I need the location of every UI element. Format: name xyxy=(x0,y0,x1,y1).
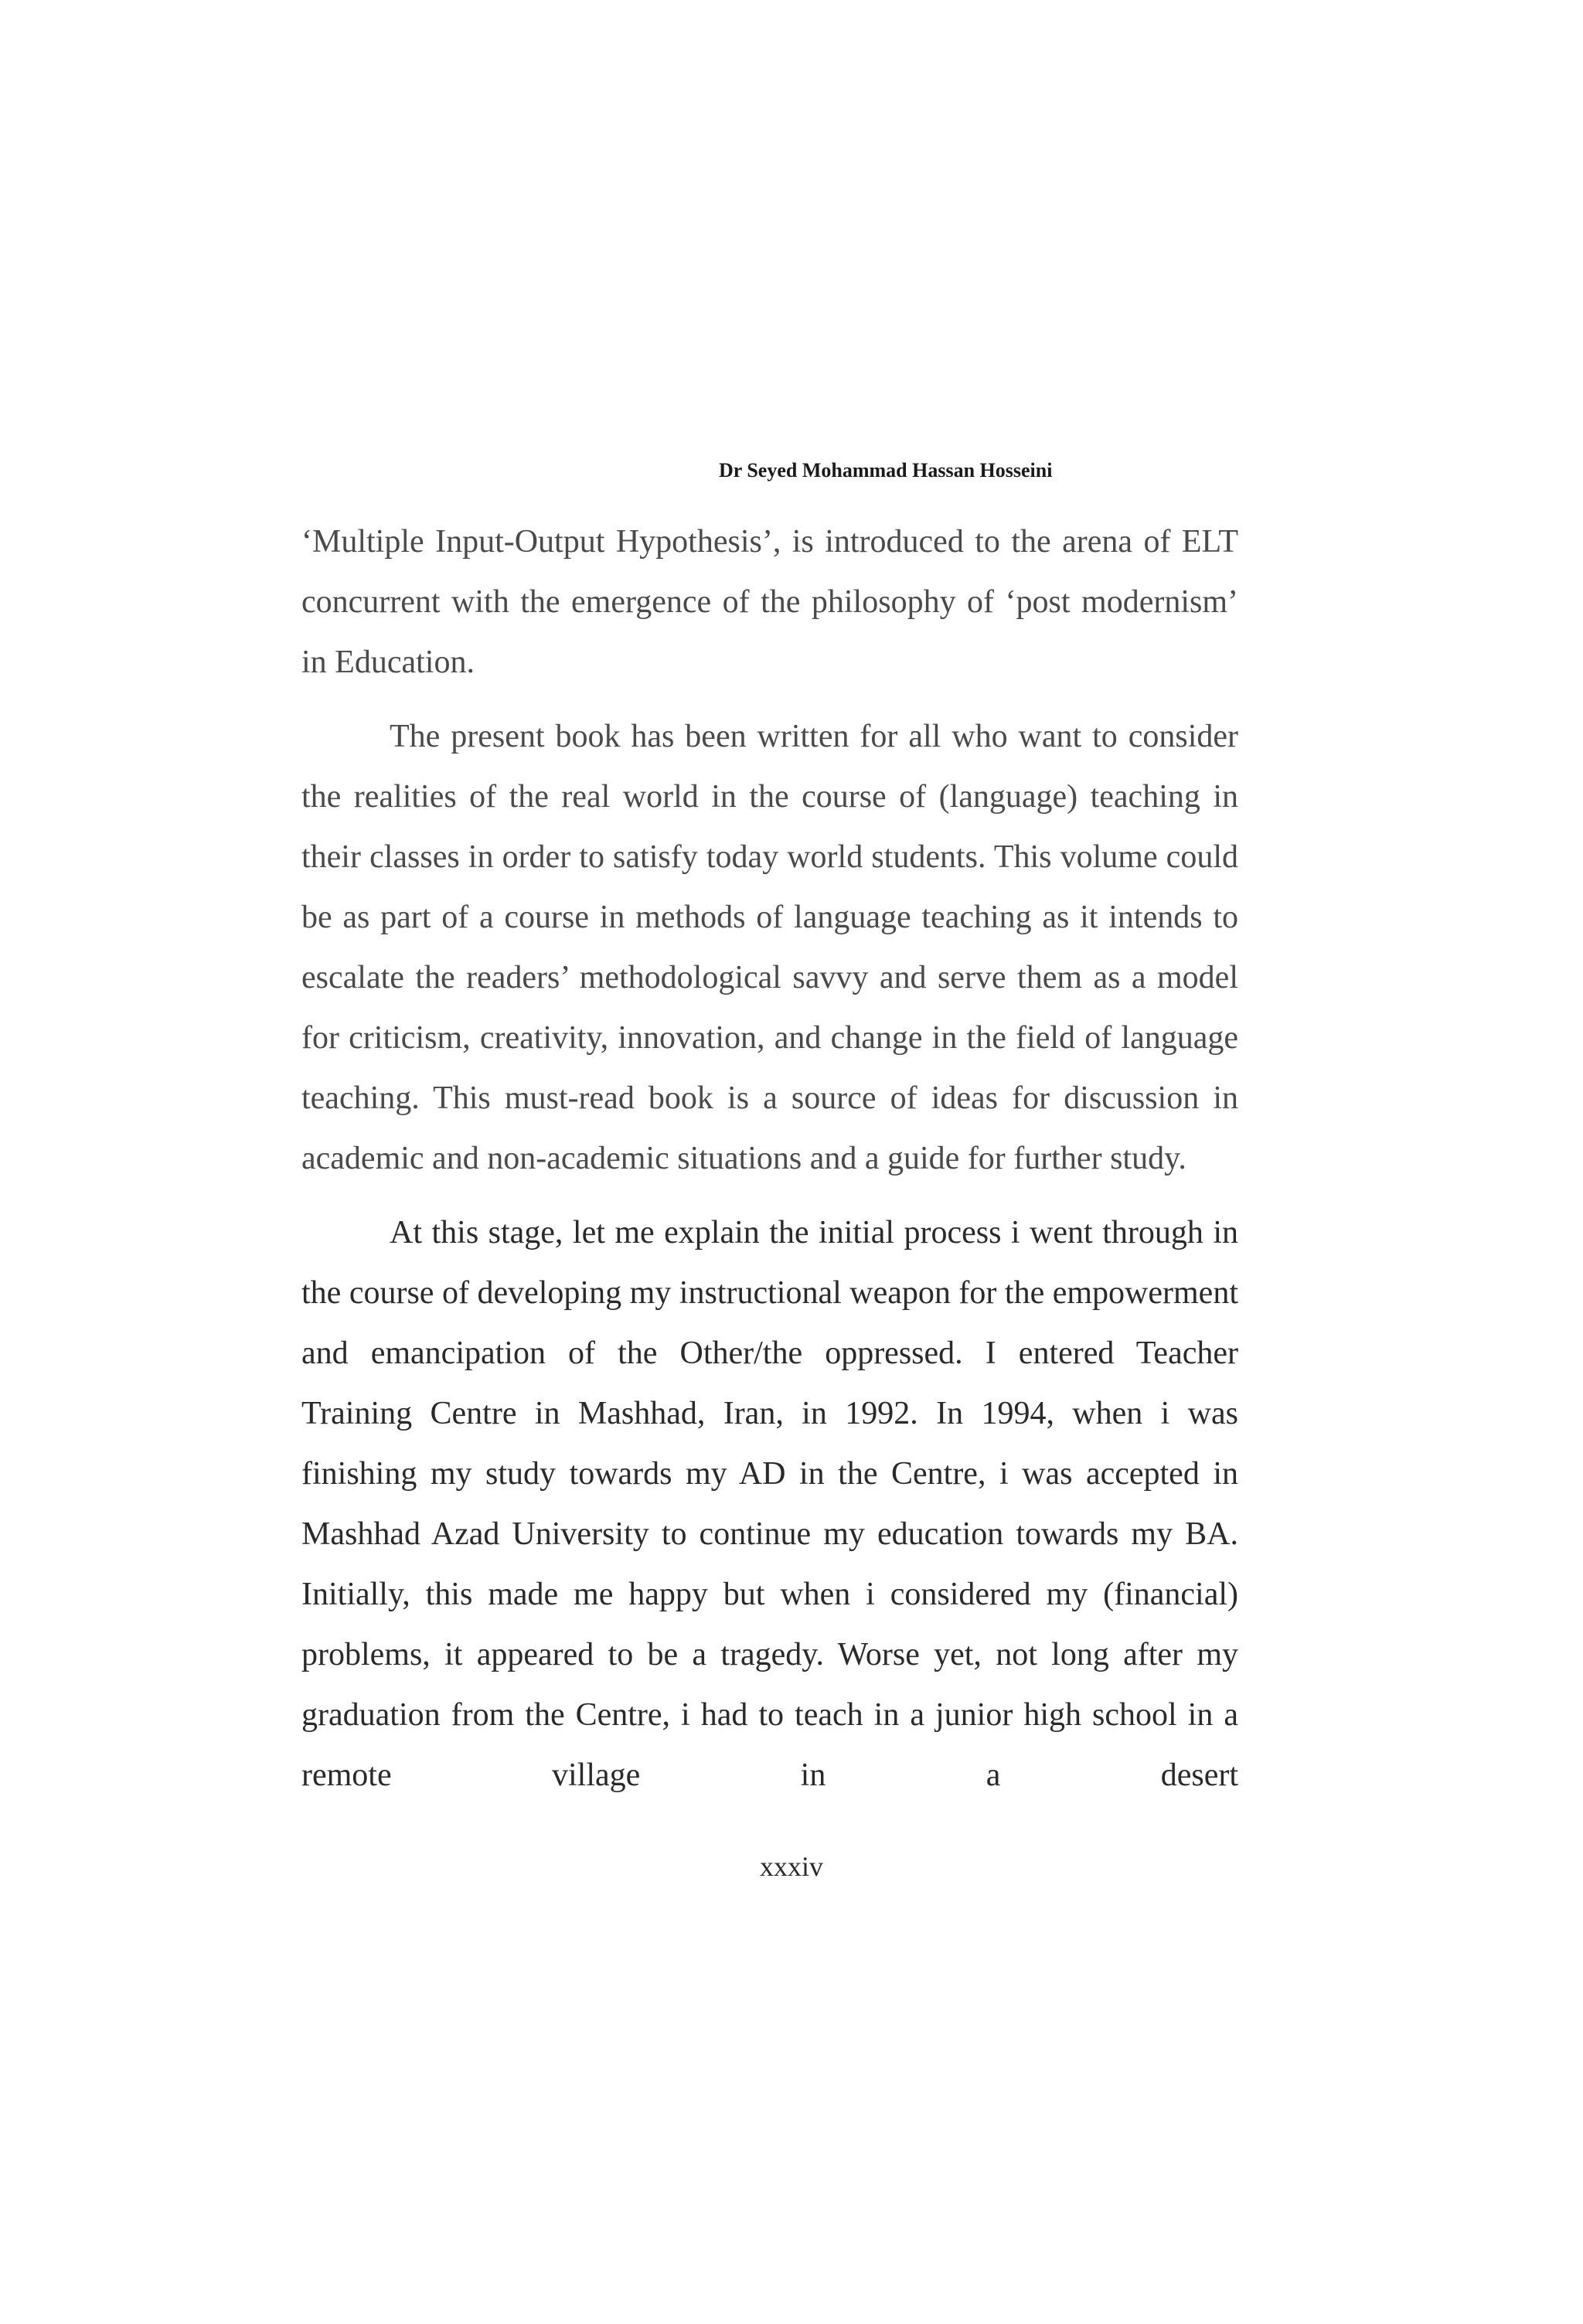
paragraph-2: The present book has been written for all who want to consider the realities of the real world in the course of (language) teaching in their classes in order to satisfy today world students. This volume could be as part of a course in methods of language teaching as it intends to escalate the readers’ methodological savvy and serve them as a model for criticism, creativity, innovation, and change in the field of language teaching. This must-read book is a source of ideas for discussion in academic and non-academic situations and a guide for further study. xyxy=(301,719,1238,1176)
page-number: xxxiv xyxy=(759,1851,823,1882)
body-text xyxy=(301,512,1238,1805)
running-header-author: Dr Seyed Mohammad Hassan Hosseini xyxy=(719,459,1053,481)
paragraph-3: At this stage, let me explain the initial process i went through in the course of developing my instructional weapon for the empowerment and emancipation of the Other/the oppressed. I entered Teacher Training Centre in Mashhad, Iran, in 1992. In 1994, when i was finishing my study towards my AD in the Centre, i was accepted in Mashhad Azad University to continue my education towards my BA. Initially, this made me happy but when i considered my (financial) problems, it appeared to be a tragedy. Worse yet, not long after my graduation from the Centre, i had to teach in a junior high school in a remote village in a desert xyxy=(301,1215,1238,1793)
paragraph-1: ‘Multiple Input-Output Hypothesis’, is introduced to the arena of ELT concurrent with the emergence of the philosophy of ‘post modernism’ in Education. xyxy=(301,524,1238,680)
